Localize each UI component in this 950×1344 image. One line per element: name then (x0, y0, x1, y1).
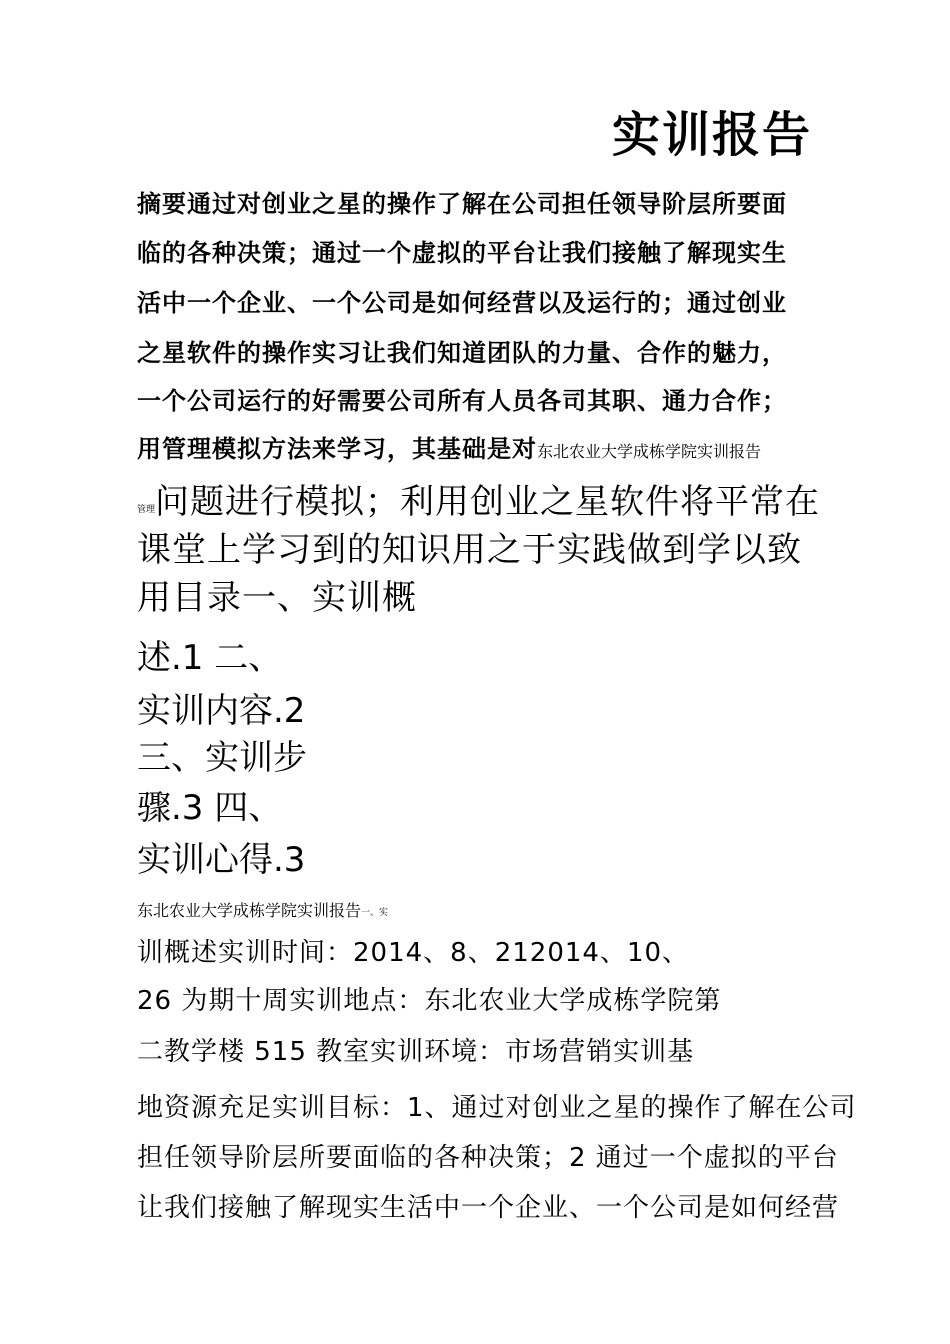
tiny-label: 管理 (137, 505, 156, 515)
abstract-line: 摘要通过对创业之星的操作了解在公司担任领导阶层所要面 (137, 190, 787, 218)
toc-line: 实训内容.2 (137, 691, 306, 731)
body-line: 担任领导阶层所要面临的各种决策；2 通过一个虚拟的平台 (137, 1143, 839, 1173)
toc-line: 三、实训步 (137, 738, 307, 778)
abstract-line: 活中一个企业、一个公司是如何经营以及运行的；通过创业 (137, 289, 787, 317)
body-line: 二教学楼 515 教室实训环境：市场营销实训基 (137, 1037, 695, 1067)
large-line: 用目录一、实训概 (137, 578, 417, 618)
body-line: 训概述实训时间：2014、8、212014、10、 (137, 938, 690, 968)
body-line: 26 为期十周实训地点：东北农业大学成栋学院第 (137, 986, 722, 1016)
body-line: 地资源充足实训目标：1、通过对创业之星的操作了解在公司 (137, 1093, 857, 1123)
toc-line: 述.1 二、 (137, 638, 283, 678)
large-line: 课堂上学习到的知识用之于实践做到学以致 (137, 530, 802, 570)
section-header (137, 898, 388, 921)
large-line-first (137, 474, 820, 523)
abstract-bold-part: 用管理模拟方法来学习，其基础是对 (137, 435, 537, 463)
toc-line: 实训心得.3 (137, 840, 306, 880)
toc-line: 骤.3 四、 (137, 788, 283, 828)
body-line: 让我们接触了解现实生活中一个企业、一个公司是如何经营 (137, 1193, 840, 1223)
running-header: 东北农业大学成栋学院实训报告 (137, 901, 362, 920)
large-text: 问题进行模拟；利用创业之星软件将平常在 (155, 482, 821, 522)
abstract-line: 一个公司运行的好需要公司所有人员各司其职、通力合作； (137, 387, 787, 415)
page-title: 实训报告 (611, 107, 812, 163)
abstract-line: 之星软件的操作实习让我们知道团队的力量、合作的魅力， (137, 339, 787, 367)
abstract-line: 临的各种决策；通过一个虚拟的平台让我们接触了解现实生 (137, 239, 787, 267)
running-header: 东北农业大学成栋学院实训报告 (537, 442, 762, 461)
tiny-label: 一、实 (361, 908, 389, 918)
abstract-mixed-line (137, 429, 761, 464)
